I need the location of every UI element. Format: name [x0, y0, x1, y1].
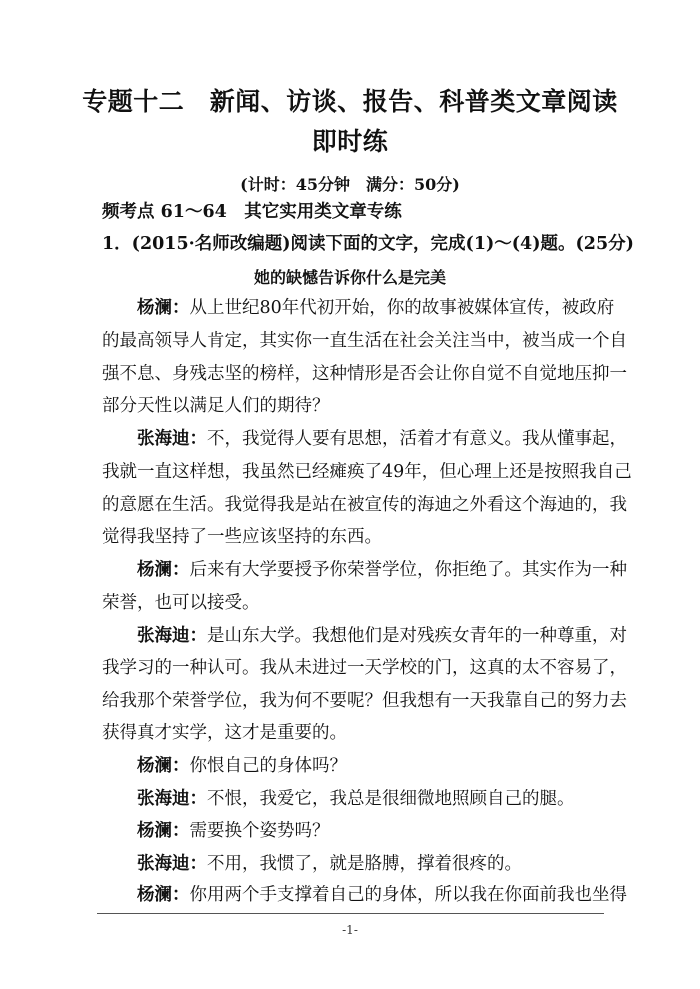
- question-prompt: 1．(2015·名师改编题)阅读下面的文字，完成(1)～(4)题。(25分): [102, 234, 634, 254]
- page-title: 专题十二 新闻、访谈、报告、科普类文章阅读: [82, 87, 618, 116]
- paragraph-line: 荣誉，也可以接受。: [102, 593, 260, 613]
- paragraph-line: 获得真才实学，这才是重要的。: [102, 723, 347, 743]
- speaker-label: 张海迪：: [137, 789, 207, 809]
- paragraph-line: 张海迪：是山东大学。我想他们是对残疾女青年的一种尊重，对: [137, 626, 627, 646]
- speaker-label: 张海迪：: [137, 626, 207, 646]
- speaker-label: 张海迪：: [137, 854, 207, 874]
- paragraph-line: 觉得我坚持了一些应该坚持的东西。: [102, 527, 382, 547]
- paragraph-line: 杨澜：后来有大学要授予你荣誉学位，你拒绝了。其实作为一种: [137, 560, 627, 580]
- paragraph-line: 我就一直这样想，我虽然已经瘫痪了49年，但心理上还是按照我自己: [102, 462, 632, 482]
- paragraph-line: 给我那个荣誉学位，我为何不要呢？但我想有一天我靠自己的努力去: [102, 691, 627, 711]
- timer-info: (计时：45分钟 满分：50分): [240, 175, 460, 194]
- paragraph-line: 的最高领导人肯定，其实你一直生活在社会关注当中，被当成一个自: [102, 331, 627, 351]
- paragraph-line: 杨澜：你用两个手支撑着自己的身体，所以我在你面前我也坐得: [137, 885, 627, 905]
- speaker-label: 杨澜：: [137, 756, 190, 776]
- speaker-label: 杨澜：: [137, 821, 190, 841]
- paragraph-line: 部分天性以满足人们的期待？: [102, 396, 330, 416]
- paragraph-line: 张海迪：不恨，我爱它，我总是很细微地照顾自己的腿。: [137, 789, 575, 809]
- paragraph-line: 强不息、身残志坚的榜样，这种情形是否会让你自觉不自觉地压抑一: [102, 364, 627, 384]
- footer-divider: [97, 913, 604, 914]
- paragraph-line: 张海迪：不用，我惯了，就是胳膊，撑着很疼的。: [137, 854, 522, 874]
- paragraph-line: 我学习的一种认可。我从未进过一天学校的门，这真的太不容易了，: [102, 658, 627, 678]
- speaker-label: 张海迪：: [137, 429, 207, 449]
- speaker-label: 杨澜：: [137, 298, 190, 318]
- paragraph-line: 的意愿在生活。我觉得我是站在被宣传的海迪之外看这个海迪的，我: [102, 495, 627, 515]
- paragraph-line: 杨澜：你恨自己的身体吗？: [137, 756, 347, 776]
- speaker-label: 杨澜：: [137, 560, 190, 580]
- article-title: 她的缺憾告诉你什么是完美: [253, 268, 446, 287]
- page-number: -1-: [342, 923, 358, 937]
- paragraph-line: 杨澜：需要换个姿势吗？: [137, 821, 330, 841]
- section-heading: 频考点 61～64 其它实用类文章专练: [102, 202, 402, 222]
- paragraph-line: 杨澜：从上世纪80年代初开始，你的故事被媒体宣传，被政府: [137, 298, 615, 318]
- speaker-label: 杨澜：: [137, 885, 190, 905]
- page-subtitle: 即时练: [311, 127, 389, 156]
- paragraph-line: 张海迪：不，我觉得人要有思想，活着才有意义。我从懂事起，: [137, 429, 627, 449]
